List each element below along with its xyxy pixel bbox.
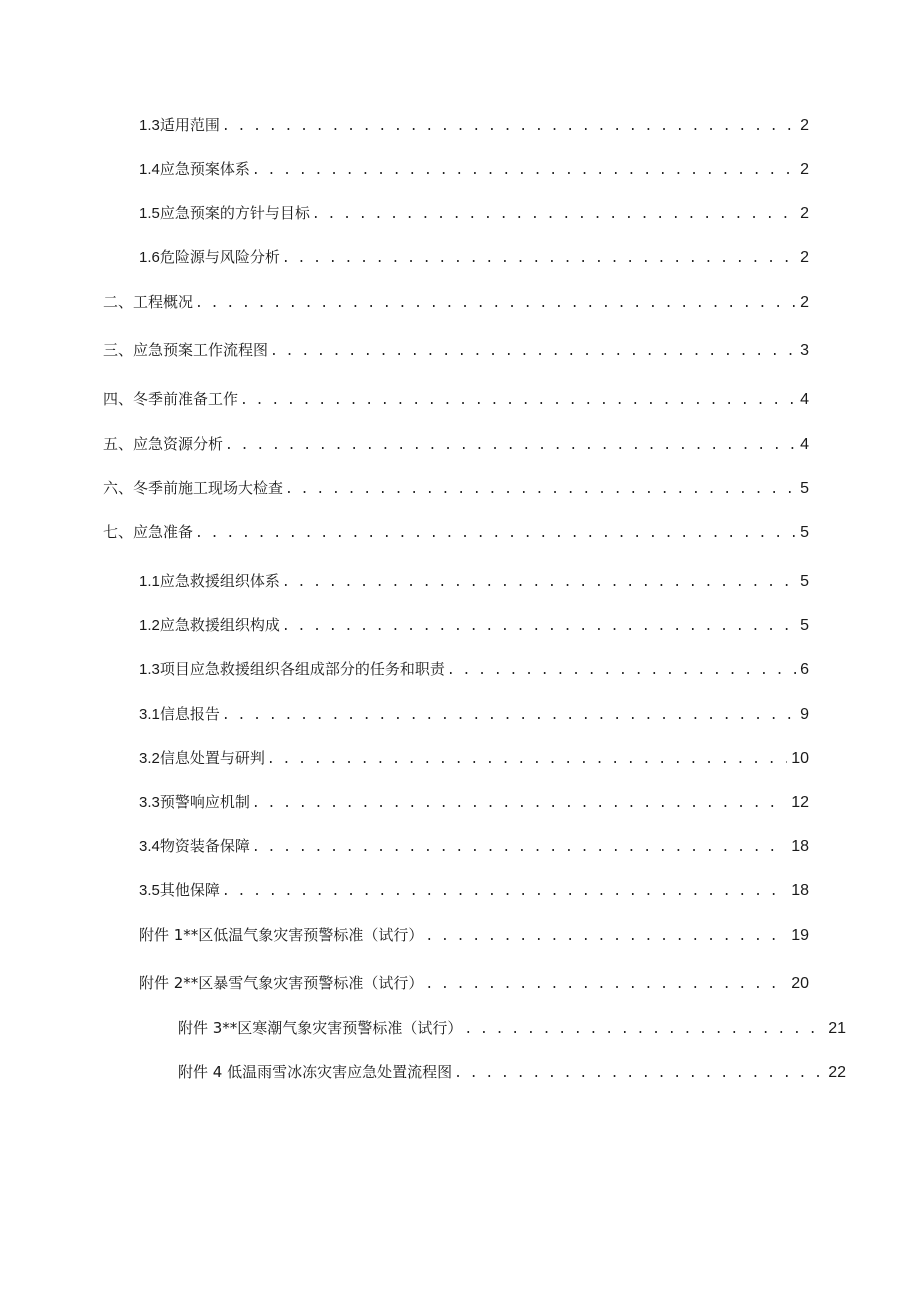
toc-entry-page: 18: [791, 838, 809, 855]
dot-leader: [225, 435, 796, 457]
toc-entry[interactable]: [139, 703, 809, 725]
dot-leader: [464, 1019, 824, 1041]
toc-entry[interactable]: [139, 114, 809, 136]
toc-entry-title: 六、冬季前施工现场大检查: [103, 479, 284, 497]
dot-leader: [312, 204, 796, 226]
toc-entry-title: 五、应急资源分析: [103, 435, 224, 453]
toc-entry-page: 5: [800, 524, 809, 541]
dot-leader: [252, 837, 787, 859]
dot-leader: [285, 479, 796, 501]
toc-entry-page: 2: [800, 205, 809, 222]
toc-entry-title: 信息报告: [159, 705, 220, 723]
dot-leader: [222, 881, 787, 903]
toc-entry-title: 应急救援组织构成: [159, 616, 280, 634]
toc-entry-page: 10: [791, 750, 809, 767]
toc-entry-page: 21: [828, 1020, 846, 1037]
toc-entry[interactable]: [178, 1017, 846, 1039]
toc-entry-number: 3.2: [139, 750, 160, 767]
dot-leader: [222, 116, 796, 138]
dot-leader: [270, 341, 796, 363]
toc-entry-number: 1.3: [139, 661, 160, 678]
toc-entry-page: 22: [828, 1064, 846, 1081]
toc-entry-page: 6: [800, 661, 809, 678]
toc-entry[interactable]: [139, 658, 809, 680]
toc-entry-number: 1.1: [139, 573, 160, 590]
dot-leader: [195, 293, 796, 315]
toc-entry[interactable]: [178, 1061, 846, 1083]
toc-entry-number: 1.6: [139, 249, 160, 266]
toc-entry-title: 应急预案的方针与目标: [159, 204, 310, 222]
toc-entry-title: 信息处置与研判: [159, 749, 265, 767]
toc-entry[interactable]: [103, 339, 809, 361]
toc-entry-page: 2: [800, 161, 809, 178]
toc-entry-page: 12: [791, 794, 809, 811]
toc-entry[interactable]: [139, 614, 809, 636]
toc-entry[interactable]: [139, 791, 809, 813]
toc-entry-title: 应急救援组织体系: [159, 572, 280, 590]
toc-entry-page: 4: [800, 436, 809, 453]
toc-entry[interactable]: [103, 291, 809, 313]
toc-entry-title: 四、冬季前准备工作: [103, 390, 239, 408]
toc-entry[interactable]: [103, 388, 809, 410]
toc-entry-page: 5: [800, 480, 809, 497]
toc-entry-number: 1.3: [139, 117, 160, 134]
toc-entry-page: 19: [791, 927, 809, 944]
toc-entry-page: 20: [791, 975, 809, 992]
toc-entry[interactable]: [103, 433, 809, 455]
dot-leader: [222, 705, 796, 727]
toc-entry[interactable]: [139, 202, 809, 224]
toc-entry[interactable]: [139, 747, 809, 769]
toc-entry[interactable]: [103, 477, 809, 499]
toc-entry-page: 3: [800, 342, 809, 359]
dot-leader: [267, 749, 787, 771]
toc-entry-number: 1.5: [139, 205, 160, 222]
toc-entry-title: 预警响应机制: [159, 793, 250, 811]
toc-entry-number: 3.4: [139, 838, 160, 855]
dot-leader: [252, 160, 796, 182]
toc-entry-page: 5: [800, 617, 809, 634]
toc-entry-title: 适用范围: [159, 116, 220, 134]
dot-leader: [454, 1063, 824, 1085]
toc-entry[interactable]: [103, 521, 809, 543]
dot-leader: [282, 616, 796, 638]
toc-entry[interactable]: [139, 246, 809, 268]
dot-leader: [425, 974, 787, 996]
toc-entry[interactable]: [139, 570, 809, 592]
toc-entry-page: 2: [800, 249, 809, 266]
toc-entry-title: 附件 2**区暴雪气象灾害预警标准（试行）: [139, 974, 424, 992]
dot-leader: [195, 523, 796, 545]
toc-entry[interactable]: [139, 835, 809, 857]
toc-entry[interactable]: [139, 924, 809, 946]
toc-entry-number: 1.4: [139, 161, 160, 178]
dot-leader: [282, 248, 796, 270]
toc-entry-title: 危险源与风险分析: [159, 248, 280, 266]
toc-entry-title: 其他保障: [159, 881, 220, 899]
toc-entry-title: 二、工程概况: [103, 293, 194, 311]
toc-entry[interactable]: [139, 879, 809, 901]
dot-leader: [447, 660, 796, 682]
toc-entry-page: 5: [800, 573, 809, 590]
toc-entry-title: 七、应急准备: [103, 523, 194, 541]
toc-entry-page: 2: [800, 117, 809, 134]
toc-entry-number: 3.1: [139, 706, 160, 723]
dot-leader: [425, 926, 787, 948]
toc-entry[interactable]: [139, 158, 809, 180]
toc-entry-title: 物资装备保障: [159, 837, 250, 855]
dot-leader: [240, 390, 796, 412]
toc-entry[interactable]: [139, 972, 809, 994]
toc-entry-number: 1.2: [139, 617, 160, 634]
toc-entry-number: 3.5: [139, 882, 160, 899]
toc-entry-page: 9: [800, 706, 809, 723]
dot-leader: [282, 572, 796, 594]
toc-entry-title: 附件 1**区低温气象灾害预警标准（试行）: [139, 926, 424, 944]
toc-entry-title: 附件 4 低温雨雪冰冻灾害应急处置流程图: [178, 1063, 453, 1081]
toc-entry-page: 18: [791, 882, 809, 899]
toc-entry-page: 2: [800, 294, 809, 311]
toc-entry-page: 4: [800, 391, 809, 408]
toc-entry-title: 附件 3**区寒潮气象灾害预警标准（试行）: [178, 1019, 463, 1037]
toc-entry-title: 三、应急预案工作流程图: [103, 341, 269, 359]
toc-entry-number: 3.3: [139, 794, 160, 811]
toc-entry-title: 项目应急救援组织各组成部分的任务和职责: [159, 660, 445, 678]
toc-entry-title: 应急预案体系: [159, 160, 250, 178]
dot-leader: [252, 793, 787, 815]
